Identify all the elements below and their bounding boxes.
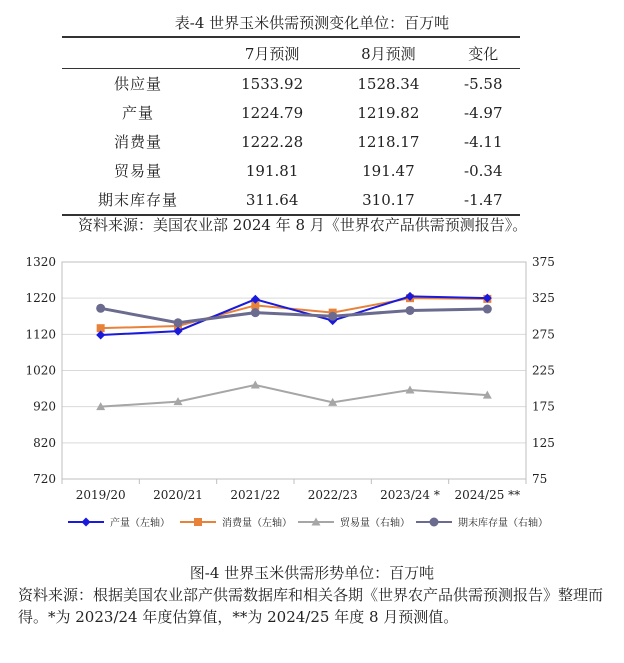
row-label: 产量 [121, 104, 154, 122]
right-tick-label: 75 [532, 472, 548, 486]
data-point [194, 518, 202, 526]
chart-caption: 图-4 世界玉米供需形势单位：百万吨 [189, 564, 435, 582]
supply-demand-chart [0, 250, 624, 550]
supply-demand-table [62, 36, 520, 216]
header-july: 7月预测 [214, 37, 330, 69]
left-tick-label: 1220 [25, 291, 56, 306]
row-label: 贸易量 [113, 162, 162, 180]
legend-item [68, 516, 170, 529]
cell-july: 311.64 [214, 185, 330, 215]
table-row [62, 156, 520, 185]
cell-july: 1222.28 [241, 132, 304, 151]
header-august: 8月预测 [330, 37, 446, 69]
data-point [174, 318, 183, 327]
series-line [101, 385, 488, 407]
data-point [483, 305, 492, 314]
legend-item [298, 516, 410, 529]
cell-change: -4.11 [464, 132, 503, 151]
right-tick-label: 325 [532, 291, 555, 306]
x-tick-label: 2020/21 [153, 488, 203, 502]
series-group [96, 304, 492, 327]
series-group [96, 380, 492, 410]
cell-august: 1528.34 [357, 74, 420, 93]
legend-item [180, 516, 292, 529]
header-change: 变化 [447, 37, 521, 69]
left-tick-label: 820 [33, 435, 56, 450]
legend-item [416, 516, 548, 529]
right-tick-label: 175 [532, 399, 555, 414]
row-label: 供应量 [113, 75, 162, 93]
right-tick-label: 225 [532, 363, 555, 378]
x-tick-label: 2019/20 [75, 488, 126, 502]
table-header-row [62, 37, 520, 69]
legend-label: 消费量（左轴） [222, 518, 292, 529]
cell-change: -4.97 [464, 103, 503, 122]
cell-change: -1.47 [447, 185, 521, 215]
x-tick-label: 2022/23 [307, 488, 358, 502]
cell-august: 191.47 [362, 161, 415, 180]
x-tick-label: 2024/25 ** [454, 488, 521, 502]
left-tick-label: 920 [33, 399, 56, 414]
left-tick-label: 1120 [25, 327, 56, 342]
table-row [62, 69, 520, 99]
data-point [430, 518, 439, 527]
right-tick-label: 275 [532, 327, 555, 342]
cell-august: 1219.82 [357, 103, 420, 122]
cell-july: 191.81 [245, 161, 299, 180]
x-tick-label: 2023/24 * [380, 488, 440, 502]
table-title: 表-4 世界玉米供需预测变化单位：百万吨 [174, 14, 450, 32]
cell-july: 1533.92 [241, 74, 304, 93]
data-point [328, 312, 337, 321]
chart-note: 资料来源：根据美国农业部产供需数据库和相关各期《世界农产品供需预测报告》整理而得。*为 2023/24 年度估算值，**为 2024/25 年度 8 月预测值。 [18, 586, 604, 626]
cell-july: 1224.79 [241, 103, 304, 122]
table-row [62, 127, 520, 156]
legend-label: 期末库存量（右轴） [458, 518, 548, 529]
cell-change: -5.58 [464, 74, 503, 93]
data-point [251, 308, 260, 317]
right-tick-label: 375 [532, 255, 555, 269]
left-tick-label: 1020 [25, 363, 56, 378]
legend-label: 贸易量（右轴） [340, 518, 410, 529]
table-row [62, 98, 520, 127]
right-tick-label: 125 [532, 435, 555, 450]
row-label: 消费量 [113, 133, 162, 151]
legend-label: 产量（左轴） [110, 518, 170, 529]
x-tick-label: 2021/22 [230, 488, 281, 502]
cell-august: 310.17 [330, 185, 446, 215]
table-row [62, 185, 520, 215]
cell-change: -0.34 [464, 161, 503, 180]
data-point [251, 380, 260, 388]
row-label: 期末库存量 [62, 185, 214, 215]
left-tick-label: 720 [33, 472, 56, 486]
table-source: 资料来源：美国农业部 2024 年 8 月《世界农产品供需预测报告》。 [78, 216, 528, 234]
header-blank [62, 37, 214, 69]
data-point [96, 304, 105, 313]
cell-august: 1218.17 [357, 132, 420, 151]
data-point [82, 518, 91, 527]
left-tick-label: 1320 [25, 255, 56, 269]
data-point [406, 306, 415, 315]
